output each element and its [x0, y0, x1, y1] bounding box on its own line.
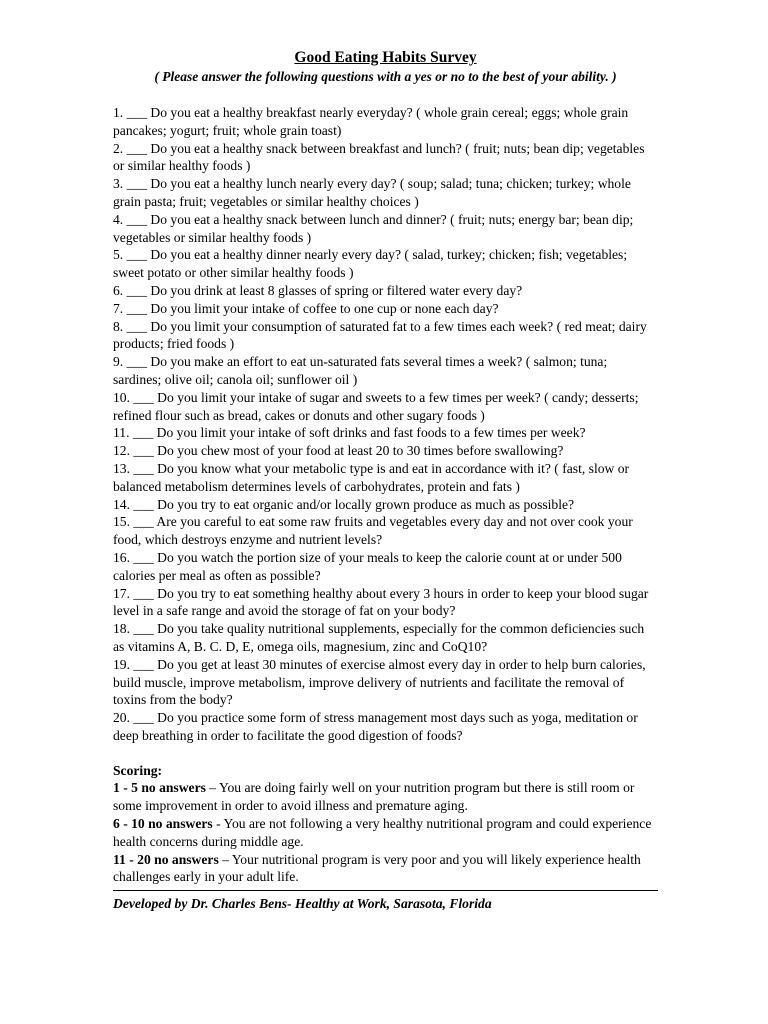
question-item: 1. ___ Do you eat a healthy breakfast nearly everyday? ( whole grain cereal; eggs; whole grain pancakes; yogurt; fruit; whole grain toast) [113, 105, 629, 138]
question-item: 6. ___ Do you drink at least 8 glasses of spring or filtered water every day? [113, 282, 523, 298]
question-item: 19. ___ Do you get at least 30 minutes of exercise almost every day in order to help burn calories, build muscle, improve metabolism, improve delivery of nutrients and facilitate the removal of toxins from the body? [113, 656, 646, 708]
survey-page [113, 48, 658, 913]
page-title: Good Eating Habits Survey [294, 49, 477, 66]
scoring-text: – Your nutritional program is very poor and you will likely experience health challenges early in your adult life. [113, 851, 641, 885]
footer-divider [113, 890, 658, 891]
question-item: 14. ___ Do you try to eat organic and/or locally grown produce as much as possible? [113, 496, 575, 512]
instructions: ( Please answer the following questions with a yes or no to the best of your ability. ) [154, 69, 617, 84]
question-item: 11. ___ Do you limit your intake of soft drinks and fast foods to a few times per week? [113, 425, 586, 441]
question-item: 8. ___ Do you limit your consumption of saturated fat to a few times each week? ( red meat; dairy products; fried foods ) [113, 318, 647, 352]
scoring-item [113, 779, 658, 815]
question-item: 5. ___ Do you eat a healthy dinner nearly every day? ( salad, turkey; chicken; fish; vegetables; sweet potato or other similar healthy foods ) [113, 247, 628, 281]
question-item: 17. ___ Do you try to eat something healthy about every 3 hours in order to keep your blood sugar level in a safe range and avoid the storage of fat on your body? [113, 585, 649, 619]
question-item: 3. ___ Do you eat a healthy lunch nearly every day? ( soup; salad; tuna; chicken; turkey; whole grain pasta; fruit; vegetables or similar healthy choices ) [113, 176, 631, 209]
question-item: 15. ___ Are you careful to eat some raw fruits and vegetables every day and not over cook your food, which destroys enzyme and nutrient levels? [113, 514, 633, 548]
question-item: 18. ___ Do you take quality nutritional supplements, especially for the common deficiencies such as vitamins A, B. C. D, E, omega oils, magnesium, zinc and CoQ10? [113, 621, 645, 654]
question-item: 20. ___ Do you practice some form of stress management most days such as yoga, meditation or deep breathing in order to facilitate the good digestion of foods? [113, 710, 638, 743]
question-item: 12. ___ Do you chew most of your food at least 20 to 30 times before swallowing? [113, 443, 564, 459]
question-item: 13. ___ Do you know what your metabolic type is and eat in accordance with it? ( fast, slow or balanced metabolism determines levels of carbohydrates, protein and fats ) [113, 460, 630, 494]
question-item: 7. ___ Do you limit your intake of coffee to one cup or none each day? [113, 300, 499, 316]
scoring-range: 11 - 20 no answers [113, 851, 219, 867]
question-item: 9. ___ Do you make an effort to eat un-saturated fats several times a week? ( salmon; tuna; sardines; olive oil; canola oil; sunflower oil ) [113, 354, 608, 387]
scoring-text: – You are doing fairly well on your nutrition program but there is still room or some improvement in order to avoid illness and premature aging. [113, 780, 635, 814]
scoring-section [113, 762, 658, 887]
scoring-text: - You are not following a very healthy nutritional program and could experience health concerns during middle age. [113, 816, 652, 849]
scoring-range: 6 - 10 no answers [113, 816, 213, 832]
scoring-item [113, 851, 658, 887]
question-item: 2. ___ Do you eat a healthy snack between breakfast and lunch? ( fruit; nuts; bean dip; vegetables or similar healthy foods ) [113, 140, 645, 174]
question-list [113, 104, 658, 745]
scoring-heading: Scoring: [113, 762, 163, 778]
question-item: 10. ___ Do you limit your intake of sugar and sweets to a few times per week? ( candy; desserts; refined flour such as bread, cakes or donuts and other sugary foods ) [113, 389, 639, 423]
scoring-item [113, 815, 658, 851]
author-credit: Developed by Dr. Charles Bens- Healthy at Work, Sarasota, Florida [113, 896, 492, 912]
scoring-range: 1 - 5 no answers [113, 780, 206, 796]
question-item: 16. ___ Do you watch the portion size of your meals to keep the calorie count at or under 500 calories per meal as often as possible? [113, 549, 622, 583]
question-item: 4. ___ Do you eat a healthy snack between lunch and dinner? ( fruit; nuts; energy bar; bean dip; vegetables or similar healthy foods ) [113, 211, 634, 245]
